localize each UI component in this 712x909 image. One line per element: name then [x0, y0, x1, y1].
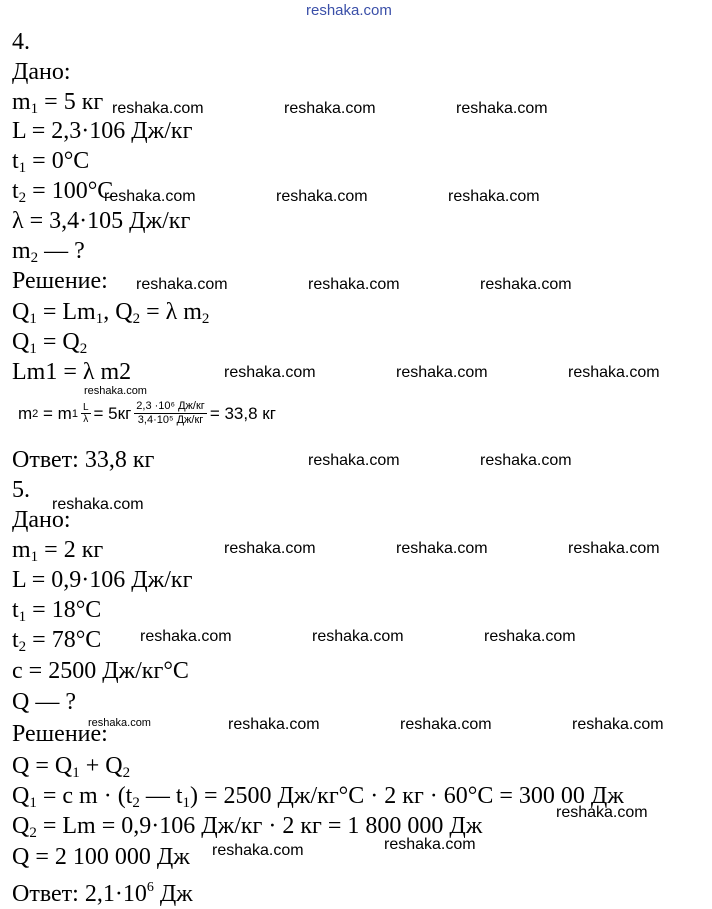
watermark: reshaka.com	[84, 385, 147, 397]
watermark: reshaka.com	[284, 100, 376, 117]
watermark: reshaka.com	[396, 540, 488, 557]
watermark: reshaka.com	[276, 188, 368, 205]
p5-solution: Решение:	[12, 721, 108, 747]
watermark: reshaka.com	[308, 452, 400, 469]
watermark: reshaka.com	[384, 836, 476, 853]
watermark: reshaka.com	[212, 842, 304, 859]
p5-q1: $Q_1 = c$ $m \cdot (t_2$ — $t_1) = 2500$ Дж/кг°C · 2 кг · 60°C = 300 00 Дж	[12, 783, 624, 811]
p4-L: L = 2,3·106 Дж/кг	[12, 118, 193, 144]
watermark: reshaka.com	[224, 364, 316, 381]
problem-5-given: Дано:	[12, 507, 71, 533]
watermark: reshaka.com	[448, 188, 540, 205]
watermark: reshaka.com	[480, 452, 572, 469]
problem-4-number: 4.	[12, 29, 30, 55]
watermark: reshaka.com	[112, 100, 204, 117]
watermark: reshaka.com	[556, 804, 648, 821]
p5-L: L = 0,9·106 Дж/кг	[12, 567, 193, 593]
p4-lambda: λ = 3,4·105 Дж/кг	[12, 208, 191, 234]
watermark: reshaka.com	[456, 100, 548, 117]
p4-m2-question: $m_2$ — ?	[12, 238, 85, 266]
p4-m2-formula: m 2 = m 1 $\frac{L}{\lambda}$ = 5кг $\frac{\text{2,3 ·10⁶ Дж/кг}}{\text{3,4·10⁵ Дж/кг}}$ = 33,8 кг	[18, 400, 276, 426]
p4-lm-equation: Lm1 = λ m2	[12, 359, 132, 385]
p5-answer: Ответ: $2,1\cdot 10^6$ Дж	[12, 880, 193, 907]
p5-m1: $m_1 = 2$ кг	[12, 537, 104, 565]
watermark: reshaka.com	[224, 540, 316, 557]
watermark: reshaka.com	[312, 628, 404, 645]
site-header[interactable]: reshaka.com	[306, 2, 392, 19]
watermark: reshaka.com	[568, 364, 660, 381]
p5-q-question: Q — ?	[12, 689, 76, 715]
p4-t2: $t_2 = 100^\circ C$	[12, 178, 114, 206]
p5-total: Q = 2 100 000 Дж	[12, 844, 190, 870]
p4-t1: $t_1 = 0^\circ C$	[12, 148, 90, 176]
watermark: reshaka.com	[400, 716, 492, 733]
p5-t1: $t_1 = 18^\circ C$	[12, 597, 102, 625]
p5-t2: $t_2 = 78^\circ C$	[12, 627, 102, 655]
p4-solution: Решение:	[12, 268, 108, 294]
p4-m1: $m_1 = 5$ кг	[12, 89, 104, 117]
p5-sum: $Q = Q_1 + Q_2$	[12, 753, 131, 781]
watermark: reshaka.com	[136, 276, 228, 293]
watermark: reshaka.com	[52, 496, 144, 513]
watermark: reshaka.com	[396, 364, 488, 381]
watermark: reshaka.com	[308, 276, 400, 293]
watermark: reshaka.com	[228, 716, 320, 733]
problem-5-number: 5.	[12, 477, 30, 503]
p5-c: c = 2500 Дж/кг°C	[12, 658, 189, 684]
p4-q-formulas: $Q_1 = Lm_1$, $Q_2 = \lambda$ $m_2$	[12, 299, 210, 327]
watermark: reshaka.com	[484, 628, 576, 645]
problem-4-given: Дано:	[12, 59, 71, 85]
watermark: reshaka.com	[568, 540, 660, 557]
p4-q-equal: $Q_1 = Q_2$	[12, 329, 88, 357]
watermark: reshaka.com	[104, 188, 196, 205]
p5-q2: $Q_2 = Lm = 0,9\cdot 106$ Дж/кг · 2 кг = 1 800 000 Дж	[12, 813, 483, 841]
p4-answer: Ответ: 33,8 кг	[12, 447, 155, 473]
watermark: reshaka.com	[572, 716, 664, 733]
watermark: reshaka.com	[480, 276, 572, 293]
watermark: reshaka.com	[140, 628, 232, 645]
watermark: reshaka.com	[88, 717, 151, 729]
